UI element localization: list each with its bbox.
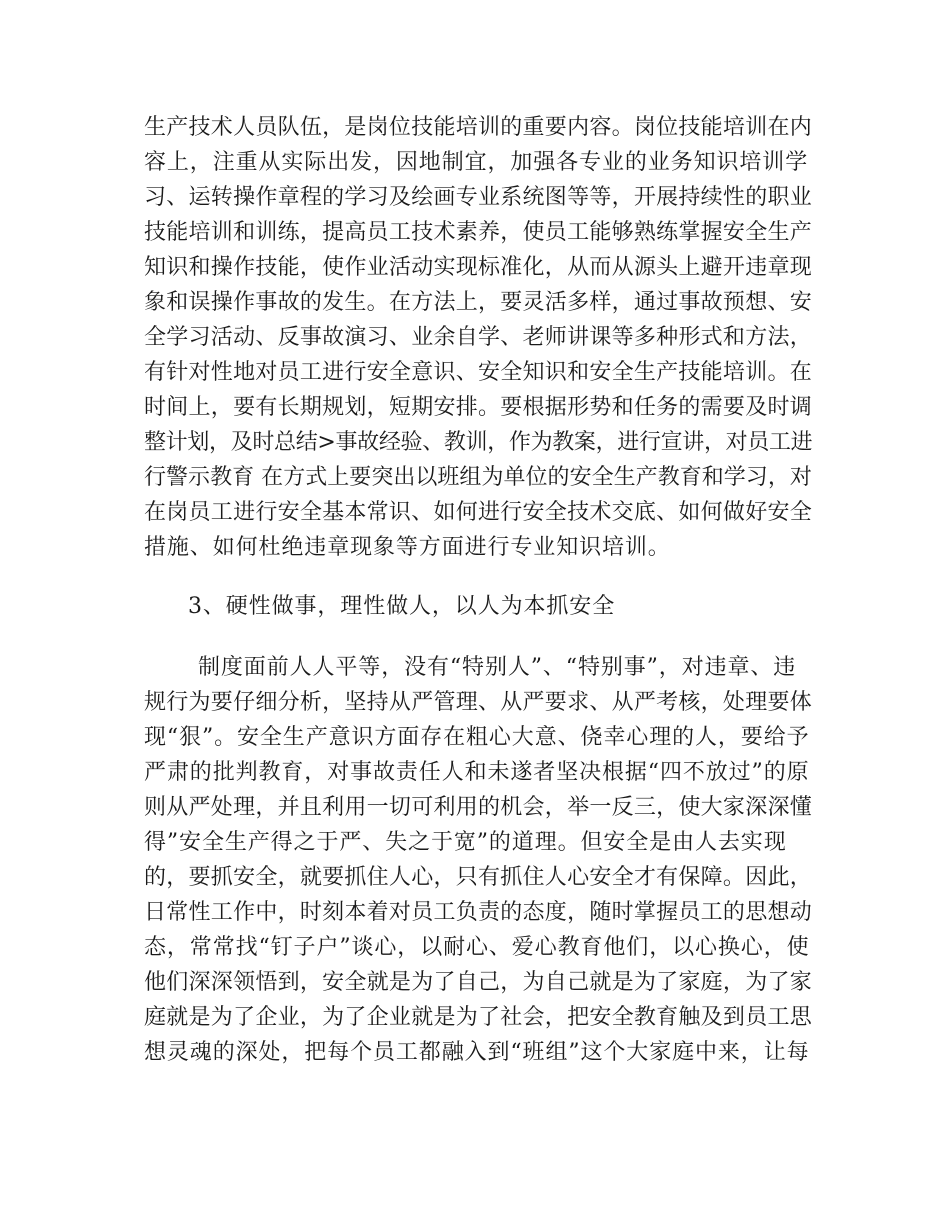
paragraph-2-line-4: 严肃的批判教育，对事故责任人和未遂者坚决根据“四不放过”的原 [144, 760, 810, 785]
paragraph-2-line-5: 则从严处理，并且利用一切可利用的机会，举一反三，使大家深深懂 [144, 795, 813, 820]
paragraph-2-line-9: 态，常常找“钉子户”谈心，以耐心、爱心教育他们，以心换心，使 [144, 935, 810, 960]
paragraph-1-line-3: 习、运转操作章程的学习及绘画专业系统图等等，开展持续性的职业 [144, 185, 813, 210]
paragraph-2-line-10: 他们深深领悟到，安全就是为了自己，为自己就是为了家庭，为了家 [144, 970, 813, 995]
paragraph-1-line-7: 全学习活动、反事故演习、业余自学、老师讲课等多种形式和方法， [144, 325, 813, 350]
paragraph-2-line-8: 日常性工作中，时刻本着对员工负责的态度，随时掌握员工的思想动 [144, 900, 813, 925]
section-heading: 3、硬性做事，理性做人，以人为本抓安全 [188, 594, 616, 619]
paragraph-1-line-10: 整计划，及时总结>事故经验、教训，作为教案，进行宣讲，对员工进 [144, 430, 813, 455]
paragraph-1-line-13: 措施、如何杜绝违章现象等方面进行专业知识培训。 [144, 535, 671, 560]
paragraph-1-line-11: 行警示教育 在方式上要突出以班组为单位的安全生产教育和学习，对 [144, 465, 812, 490]
paragraph-2-line-12: 想灵魂的深处，把每个员工都融入到“班组”这个大家庭中来，让每 [144, 1040, 810, 1065]
paragraph-2-line-6: 得”安全生产得之于严、失之于宽”的道理。但安全是由人去实现 [144, 830, 787, 855]
paragraph-1-line-8: 有针对性地对员工进行安全意识、安全知识和安全生产技能培训。在 [144, 360, 813, 385]
paragraph-1-line-9: 时间上，要有长期规划，短期安排。要根据形势和任务的需要及时调 [144, 395, 813, 420]
paragraph-1-line-12: 在岗员工进行安全基本常识、如何进行安全技术交底、如何做好安全 [144, 500, 813, 525]
paragraph-1-line-4: 技能培训和训练，提高员工技术素养，使员工能够熟练掌握安全生产 [144, 220, 813, 245]
paragraph-1-line-1: 生产技术人员队伍，是岗位技能培训的重要内容。岗位技能培训在内 [144, 115, 813, 140]
paragraph-2-line-7: 的，要抓安全，就要抓住人心，只有抓住人心安全才有保障。因此， [144, 865, 813, 890]
paragraph-2-line-1: 制度面前人人平等，没有“特别人”、“特别事”，对违章、违 [198, 655, 797, 680]
paragraph-1-line-2: 容上，注重从实际出发，因地制宜，加强各专业的业务知识培训学 [144, 150, 809, 175]
paragraph-1-line-6: 象和误操作事故的发生。在方法上，要灵活多样，通过事故预想、安 [144, 290, 813, 315]
paragraph-2-line-2: 规行为要仔细分析，坚持从严管理、从严要求、从严考核，处理要体 [144, 690, 813, 715]
paragraph-2-line-3: 现“狠”。安全生产意识方面存在粗心大意、侥幸心理的人，要给予 [144, 725, 810, 750]
paragraph-2-line-11: 庭就是为了企业，为了企业就是为了社会，把安全教育触及到员工思 [144, 1005, 813, 1030]
paragraph-1-line-5: 知识和操作技能，使作业活动实现标准化，从而从源头上避开违章现 [144, 255, 813, 280]
